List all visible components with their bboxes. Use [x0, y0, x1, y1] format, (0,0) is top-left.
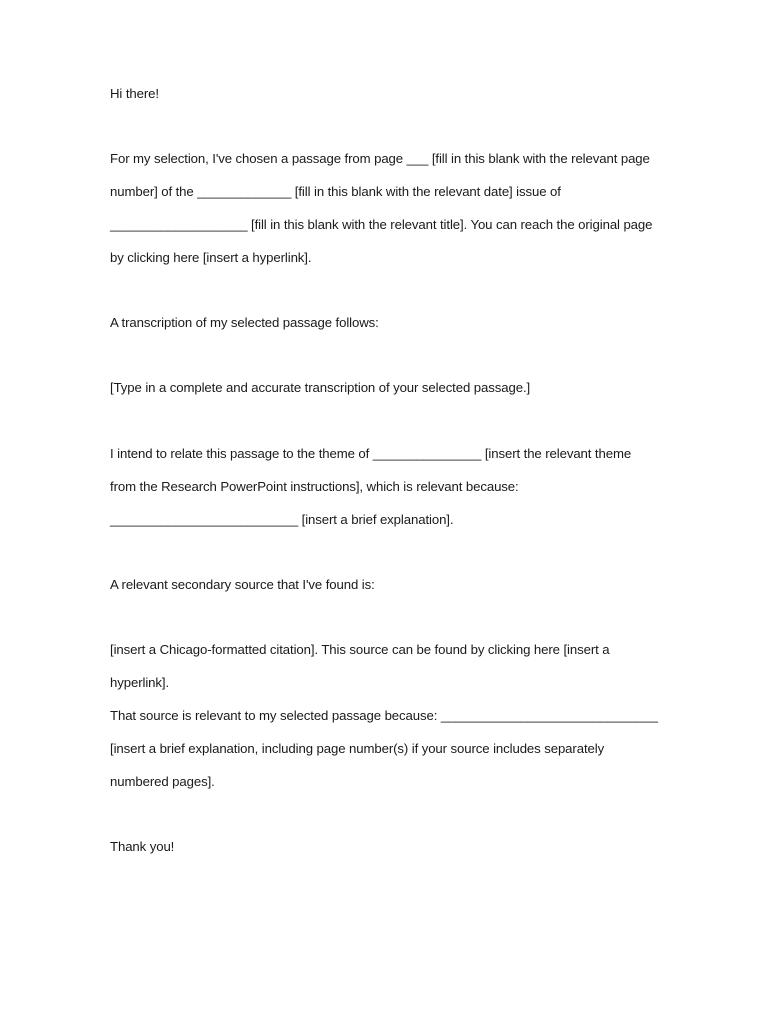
citation-line-3: That source is relevant to my selected passage because: ______________________________	[110, 708, 658, 723]
citation-line-2: hyperlink].	[110, 675, 170, 690]
secondary-source-intro: A relevant secondary source that I've found is:	[110, 577, 375, 592]
theme-line-1: I intend to relate this passage to the theme of _______________ [insert the relevant theme	[110, 446, 632, 461]
theme-line-2: from the Research PowerPoint instructions], which is relevant because:	[110, 479, 519, 494]
theme-line-3: __________________________ [insert a brief explanation].	[110, 512, 454, 527]
selection-line-2: number] of the _____________ [fill in this blank with the relevant date] issue of	[110, 184, 561, 199]
transcription-placeholder: [Type in a complete and accurate transcription of your selected passage.]	[110, 380, 531, 395]
citation-line-1: [insert a Chicago-formatted citation]. This source can be found by clicking here [insert a	[110, 642, 610, 657]
citation-line-5: numbered pages].	[110, 774, 215, 789]
selection-line-1: For my selection, I've chosen a passage from page ___ [fill in this blank with the relevant page	[110, 151, 650, 166]
selection-line-3: ___________________ [fill in this blank with the relevant title]. You can reach the original page	[110, 217, 653, 232]
greeting-text: Hi there!	[110, 86, 159, 101]
citation-line-4: [insert a brief explanation, including page number(s) if your source includes separately	[110, 741, 605, 756]
closing-text: Thank you!	[110, 839, 175, 854]
selection-line-4: by clicking here [insert a hyperlink].	[110, 250, 312, 265]
transcription-intro: A transcription of my selected passage follows:	[110, 315, 379, 330]
